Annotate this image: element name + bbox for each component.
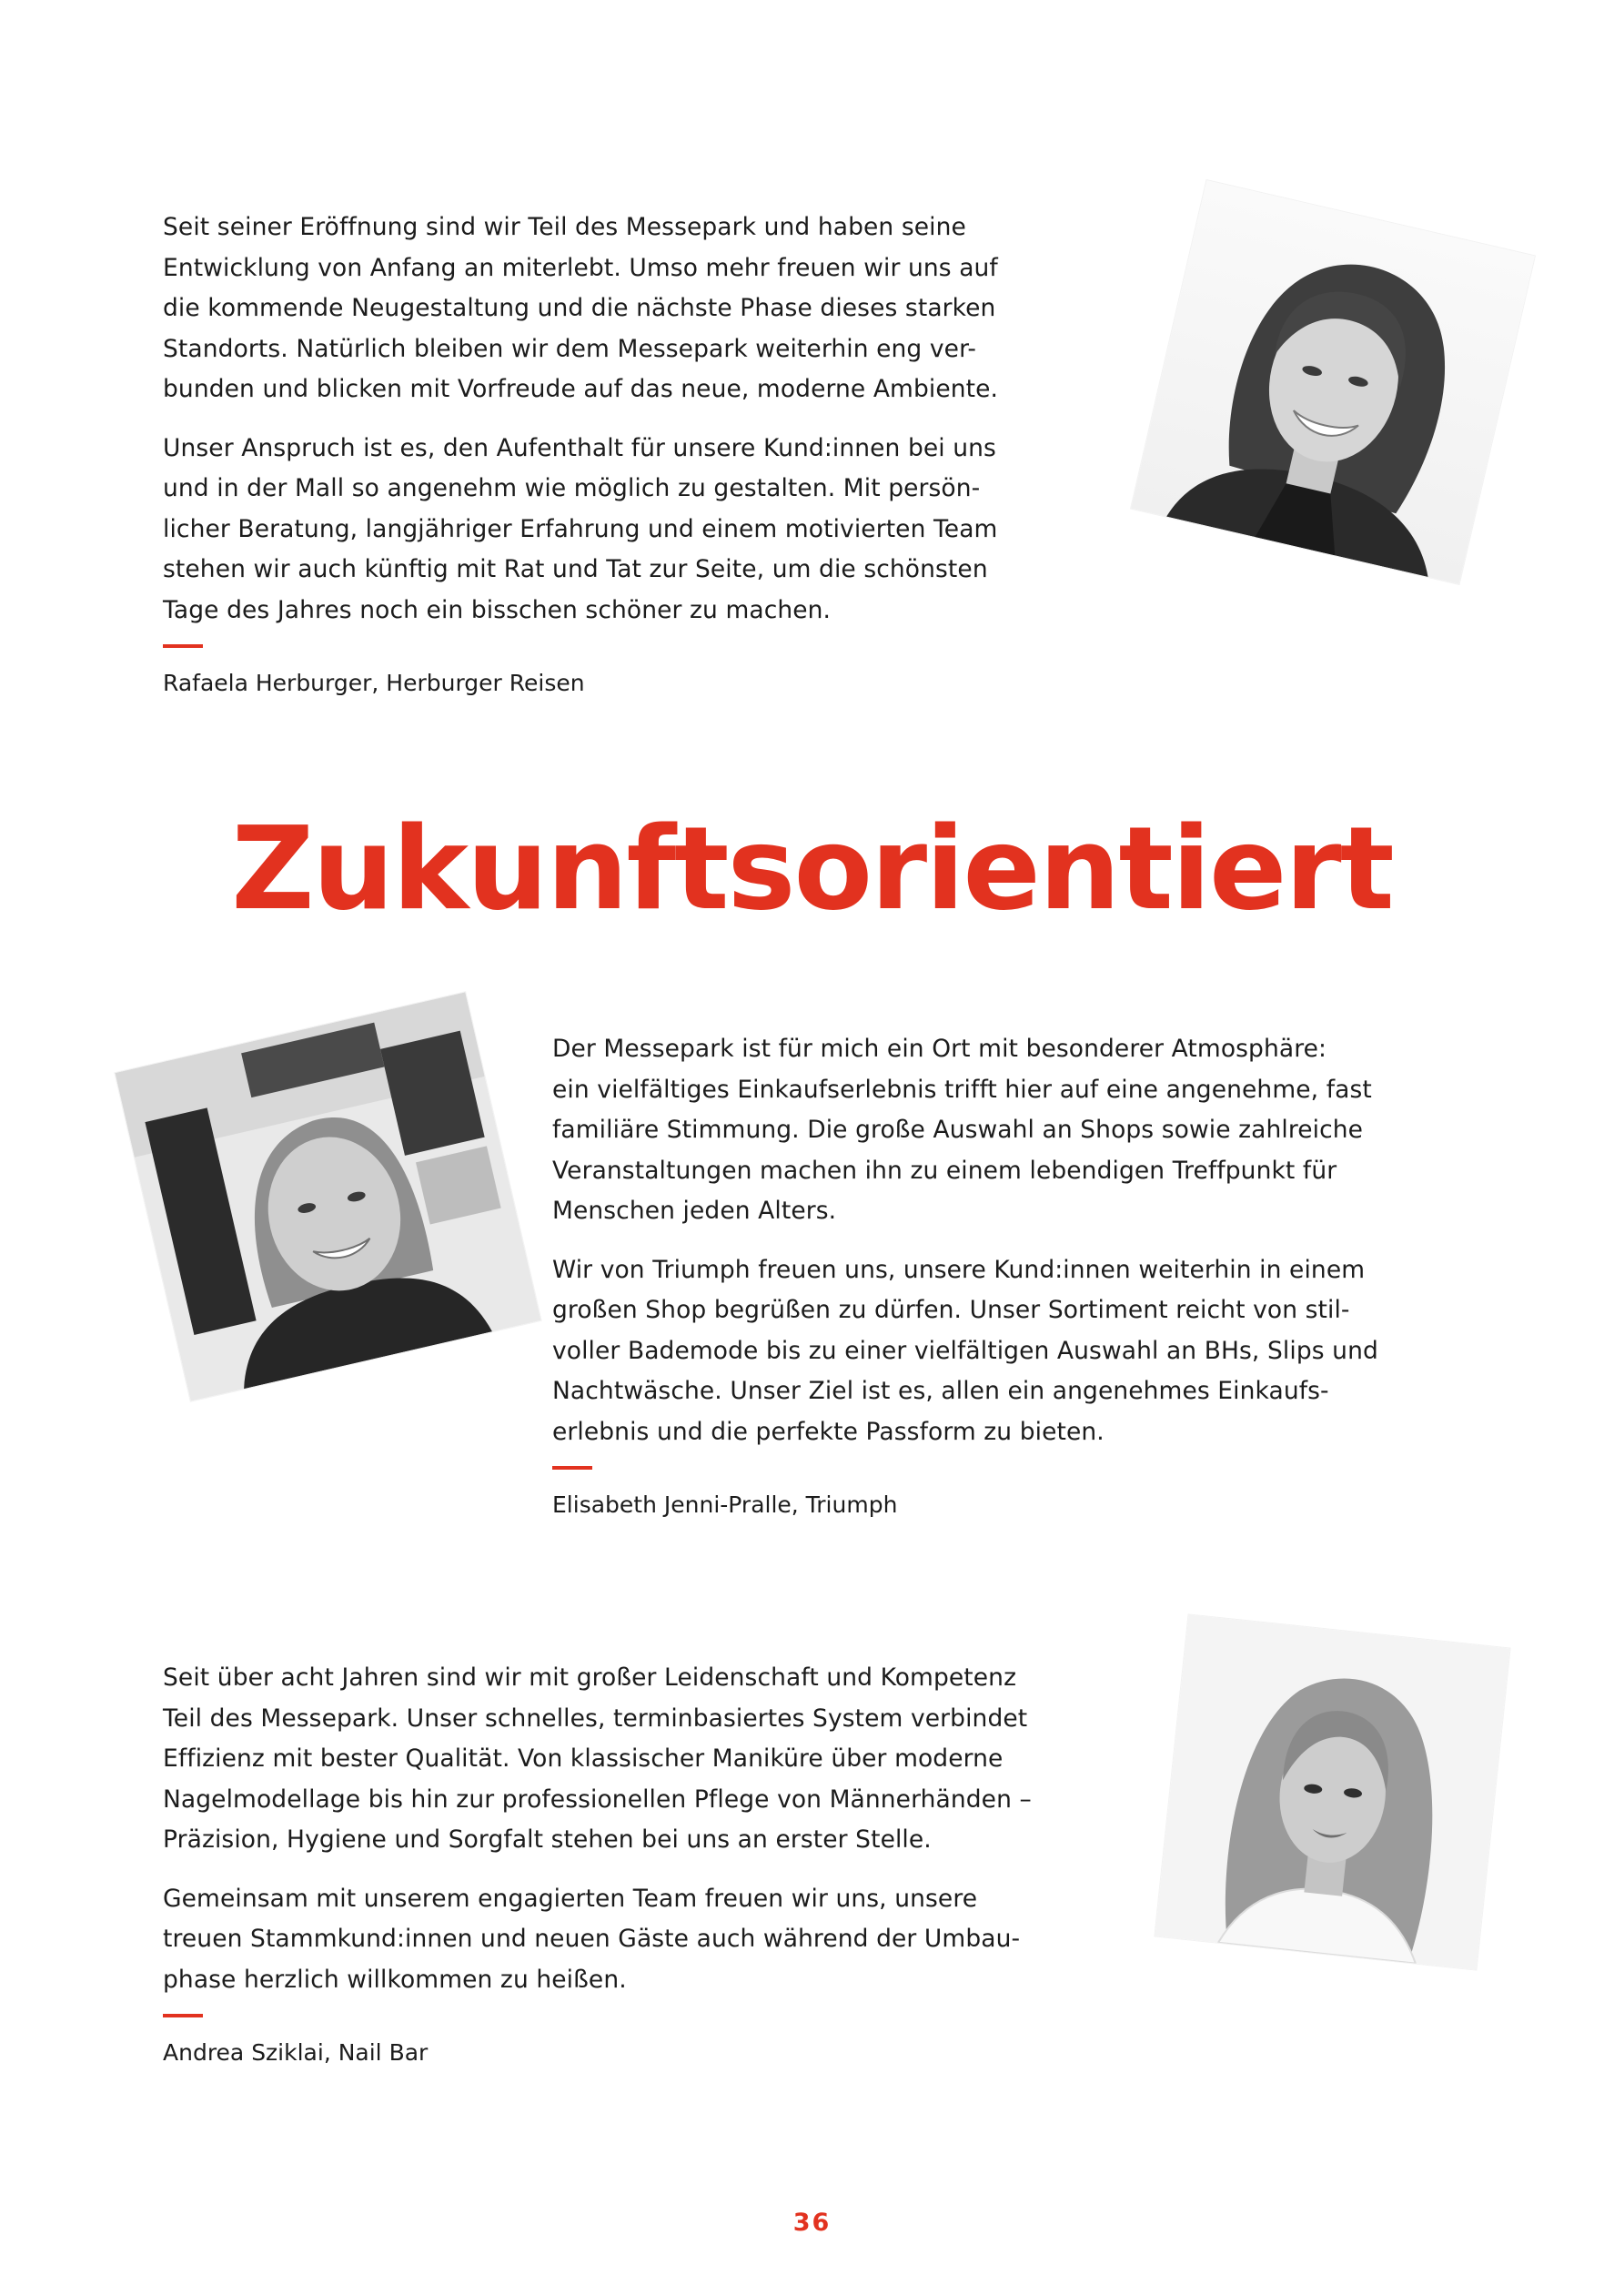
testimonial-author: Elisabeth Jenni-Pralle, Triumph	[552, 1491, 898, 1518]
testimonial-author: Andrea Sziklai, Nail Bar	[163, 2039, 429, 2066]
testimonial-sziklai	[163, 1658, 1032, 2068]
testimonial-text	[552, 1029, 1378, 1452]
section-headline: Zukunftsorientiert	[231, 802, 1393, 935]
testimonial-paragraph: Seit über acht Jahren sind wir mit großer Leidenschaft und Kompetenz Teil des Messepark. Unser schnelles, terminbasiertes System verbindet Effizienz mit bester Qualität. Von klassischer Maniküre über moderne Nagelmodellage bis hin zur professionellen Pflege von Männerhänden – Präzision, Hygiene und Sorgfalt stehen bei uns an erster Stelle.	[163, 1663, 1032, 1854]
testimonial-paragraph: Unser Anspruch ist es, den Aufenthalt für unsere Kund:innen bei uns und in der Mall so angenehm wie möglich zu gestalten. Mit persön- licher Beratung, langjähriger Erfahrung und einem motivierten Team stehen wir auch künftig mit Rat und Tat zur Seite, um die schönsten Tage des Jahres noch ein bisschen schöner zu machen.	[163, 433, 998, 624]
testimonial-text	[163, 1658, 1032, 2000]
testimonial-paragraph: Gemeinsam mit unserem engagierten Team freuen wir uns, unsere treuen Stammkund:innen und neuen Gäste auch während der Umbau- phase herzlich willkommen zu heißen.	[163, 1884, 1021, 1994]
testimonial-paragraph: Der Messepark ist für mich ein Ort mit besonderer Atmosphäre: ein vielfältiges Einkaufserlebnis trifft hier auf eine angenehme, fast familiäre Stimmung. Die große Auswahl an Shops sowie zahlreiche Veranstaltungen machen ihn zu einem lebendigen Treffpunkt für Menschen jeden Alters.	[552, 1035, 1372, 1225]
accent-dash	[552, 1466, 592, 1470]
accent-dash	[163, 644, 203, 648]
testimonial-paragraph: Seit seiner Eröffnung sind wir Teil des Messepark und haben seine Entwicklung von Anfang an miterlebt. Umso mehr freuen wir uns auf die kommende Neugestaltung und die nächste Phase dieses starken Standorts. Natürlich bleiben wir dem Messepark weiterhin eng ver- bunden und blicken mit Vorfreude auf das neue, moderne Ambiente.	[163, 213, 999, 403]
testimonial-paragraph: Wir von Triumph freuen uns, unsere Kund:innen weiterhin in einem großen Shop begrüßen zu dürfen. Unser Sortiment reicht von stil- voller Bademode bis zu einer vielfältigen Auswahl an BHs, Slips und Nachtwäsche. Unser Ziel ist es, allen ein angenehmes Einkaufs- erlebnis und die perfekte Passform zu bieten.	[552, 1255, 1378, 1446]
portrait-photo-sziklai	[1155, 1614, 1509, 1969]
portrait-photo-image	[115, 992, 540, 1400]
portrait-photo-image	[1155, 1614, 1509, 1969]
portrait-photo-image	[1131, 180, 1535, 584]
portrait-photo-herburger	[1131, 180, 1535, 584]
testimonial-herburger	[163, 207, 998, 699]
testimonial-jenni-pralle	[552, 1029, 1378, 1521]
portrait-photo-jenni-pralle	[115, 992, 540, 1400]
page-number: 36	[792, 2209, 832, 2237]
testimonial-author: Rafaela Herburger, Herburger Reisen	[163, 670, 585, 696]
testimonial-text	[163, 207, 998, 631]
accent-dash	[163, 2014, 203, 2017]
